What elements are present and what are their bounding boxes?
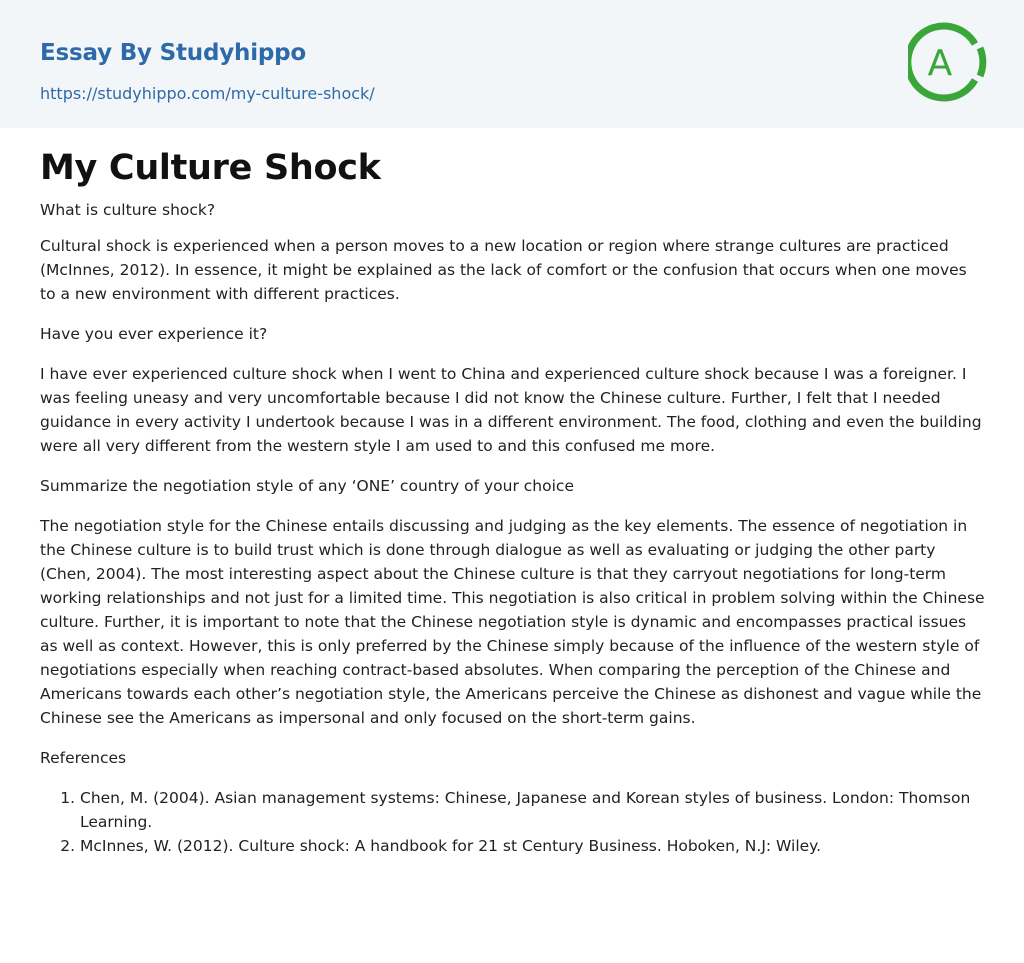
- references-list: [40, 786, 986, 858]
- question-negotiation: Summarize the negotiation style of any ‘ONE’ country of your choice: [40, 477, 574, 495]
- article-url-link[interactable]: https://studyhippo.com/my-culture-shock/: [40, 84, 375, 103]
- reference-item: 1. Chen, M. (2004). Asian management systems: Chinese, Japanese and Korean styles of business. London: Thomson Learning.: [80, 786, 986, 834]
- site-brand[interactable]: Essay By Studyhippo: [40, 40, 307, 66]
- logo-letter: A: [927, 43, 953, 84]
- logo-ring-right-icon: [980, 48, 983, 76]
- question-experience: Have you ever experience it?: [40, 325, 268, 343]
- paragraph-negotiation: The negotiation style for the Chinese entails discussing and judging as the key elements. The essence of negotiation in the Chinese culture is to build trust which is done through dialogue as well as evaluating or judging the other party (Chen, 2004). The most interesting aspect about the Chinese culture is that they carryout negotiations for long-term working relationships and not just for a limited time. This negotiation is also critical in problem solving within the Chinese culture. Further, it is important to note that the Chinese negotiation style is dynamic and encompasses practical issues as well as context. However, this is only preferred by the Chinese simply because of the influence of the western style of negotiations especially when reaching contract-based absolutes. When comparing the perception of the Chinese and Americans towards each other’s negotiation style, the Americans perceive the Chinese as dishonest and vague while the Chinese see the Americans as impersonal and only focused on the short-term gains.: [40, 517, 985, 727]
- reference-item: 2. McInnes, W. (2012). Culture shock: A handbook for 21 st Century Business. Hoboken, N.J: Wiley.: [80, 834, 986, 858]
- article-body: [40, 146, 986, 858]
- studyhippo-logo-icon[interactable]: [908, 18, 988, 106]
- page-header: [0, 0, 1024, 128]
- references-heading: References: [40, 749, 127, 767]
- question-culture-shock: What is culture shock?: [40, 201, 216, 219]
- paragraph-experience: I have ever experienced culture shock when I went to China and experienced culture shock because I was a foreigner. I was feeling uneasy and very uncomfortable because I did not know the Chinese culture. Further, I felt that I needed guidance in every activity I undertook because I was in a different environment. The food, clothing and even the building were all very different from the western style I am used to and this confused me more.: [40, 365, 982, 455]
- paragraph-definition: Cultural shock is experienced when a person moves to a new location or region where strange cultures are practiced (McInnes, 2012). In essence, it might be explained as the lack of comfort or the confusion that occurs when one moves to a new environment with different practices.: [40, 237, 967, 303]
- page-title: My Culture Shock: [40, 148, 381, 188]
